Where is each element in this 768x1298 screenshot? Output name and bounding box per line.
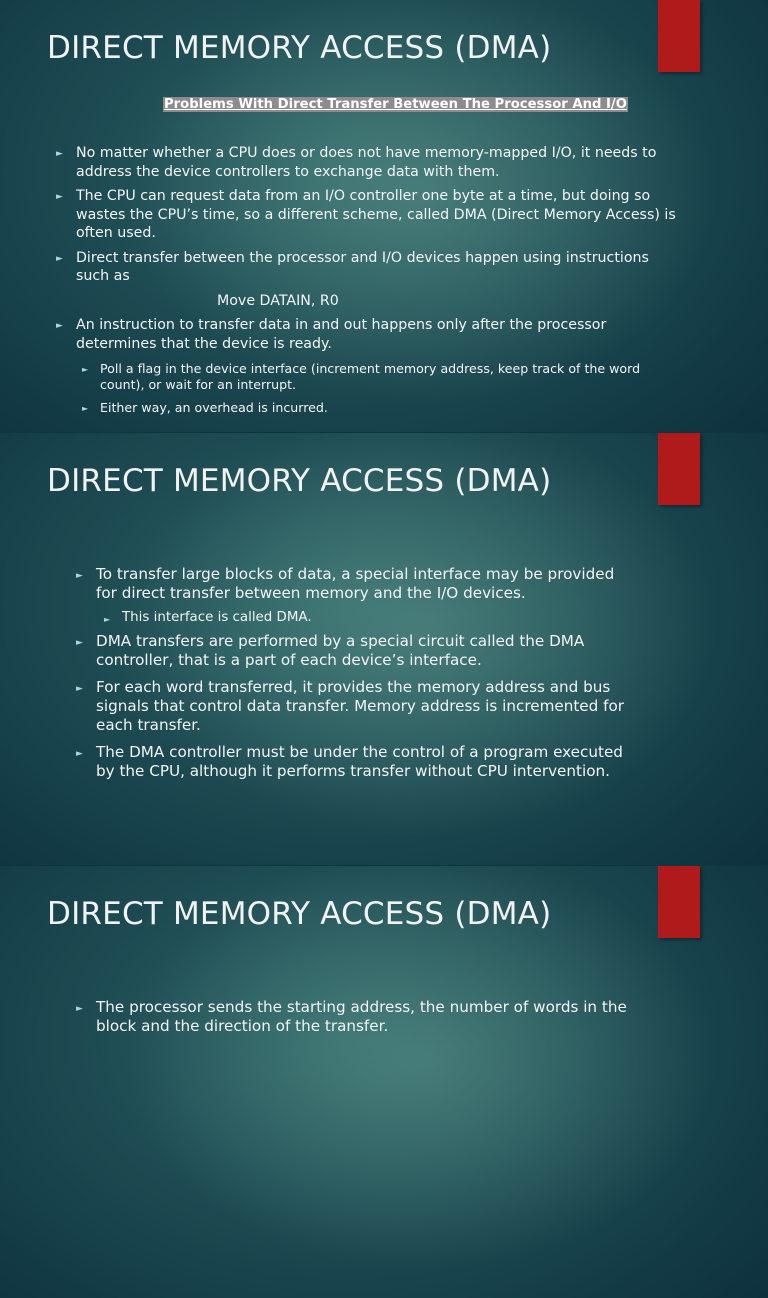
red-accent-bar <box>658 433 700 505</box>
sub-list-item <box>82 361 676 392</box>
bullet-list <box>56 144 676 424</box>
red-accent-bar <box>658 866 700 938</box>
bullet-text: No matter whether a CPU does or does not have memory-mapped I/O, it needs to address the device controllers to exchange data with them. <box>76 145 657 180</box>
list-item <box>76 632 636 671</box>
sub-bullet-list <box>96 610 636 626</box>
sub-bullet-text: This interface is called DMA. <box>122 609 312 625</box>
sub-bullet-text: Either way, an overhead is incurred. <box>100 400 328 415</box>
bullet-arrow-icon: ► <box>104 614 111 624</box>
list-item <box>76 678 636 736</box>
bullet-arrow-icon: ► <box>56 253 63 264</box>
sub-bullet-text: Poll a flag in the device interface (increment memory address, keep track of the word count), or wait for an interrupt. <box>100 361 641 392</box>
bullet-arrow-icon: ► <box>82 404 89 413</box>
bullet-text: The DMA controller must be under the control of a program executed by the CPU, although it performs transfer without CPU intervention. <box>96 742 623 780</box>
slide-1 <box>0 0 768 432</box>
bullet-text: For each word transferred, it provides the memory address and bus signals that control data transfer. Memory address is incremented for each transfer. <box>96 677 624 735</box>
bullet-arrow-icon: ► <box>76 638 83 649</box>
bullet-list <box>76 565 636 788</box>
bullet-arrow-icon: ► <box>56 321 63 331</box>
bullet-arrow-icon: ► <box>76 683 83 694</box>
slide-title: DIRECT MEMORY ACCESS (DMA) <box>47 896 552 932</box>
slide-2 <box>0 433 768 865</box>
bullet-text: Direct transfer between the processor and I/O devices happen using instructions such as <box>76 249 649 284</box>
sub-bullet-list <box>76 361 676 416</box>
bullet-text: An instruction to transfer data in and out happens only after the processor determines that the device is ready. <box>76 317 607 352</box>
red-accent-bar <box>658 0 700 72</box>
bullet-text: DMA transfers are performed by a special circuit called the DMA controller, that is a part of each device’s interface. <box>96 632 585 670</box>
slide-3 <box>0 866 768 1298</box>
list-item <box>76 565 636 625</box>
slide-subtitle <box>56 92 660 118</box>
bullet-text: The processor sends the starting address, the number of words in the block and the direction of the transfer. <box>96 998 627 1036</box>
bullet-arrow-icon: ► <box>56 192 63 202</box>
slide-title: DIRECT MEMORY ACCESS (DMA) <box>47 463 552 499</box>
list-item <box>56 144 676 181</box>
list-item <box>56 187 676 243</box>
bullet-text: To transfer large blocks of data, a special interface may be provided for direct transfer between memory and the I/O devices. <box>96 565 615 603</box>
slide-title: DIRECT MEMORY ACCESS (DMA) <box>47 30 552 66</box>
bullet-arrow-icon: ► <box>76 571 83 581</box>
subtitle-text: Problems With Direct Transfer Between The Processor And I/O <box>164 97 627 112</box>
bullet-arrow-icon: ► <box>76 748 83 759</box>
sub-list-item <box>82 400 676 416</box>
code-instruction: Move DATAIN, R0 <box>217 292 339 309</box>
list-item <box>76 743 636 782</box>
list-item <box>56 249 676 311</box>
list-item <box>76 998 636 1037</box>
bullet-arrow-icon: ► <box>76 1004 83 1014</box>
bullet-list <box>76 998 636 1037</box>
bullet-arrow-icon: ► <box>56 149 63 159</box>
sub-list-item <box>104 610 636 626</box>
bullet-arrow-icon: ► <box>82 365 89 374</box>
list-item <box>56 316 676 416</box>
bullet-text: The CPU can request data from an I/O controller one byte at a time, but doing so wastes the CPU’s time, so a different scheme, called DMA (Direct Memory Access) is often used. <box>76 188 676 241</box>
